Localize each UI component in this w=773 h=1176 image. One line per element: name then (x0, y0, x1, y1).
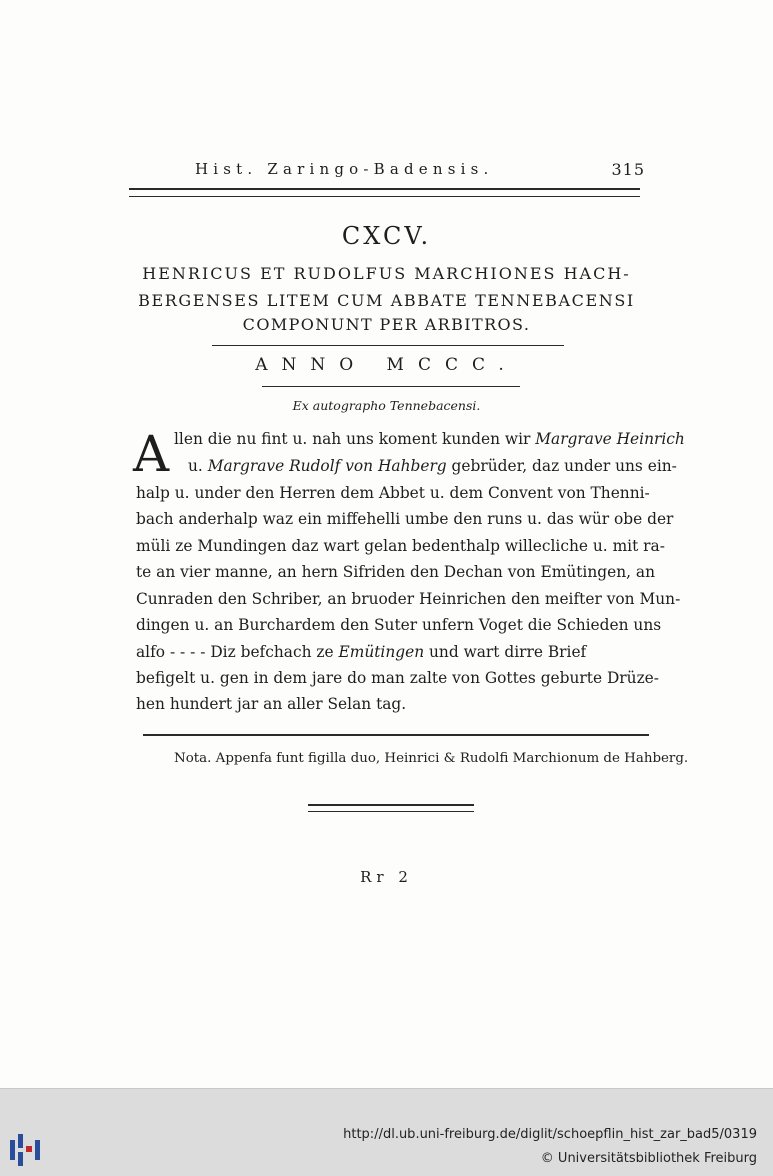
page-number: 315 (611, 160, 645, 179)
body-text-span: llen die nu fint u. nah uns koment kunden wir (174, 430, 536, 448)
body-line: befigelt u. gen in dem jare do man zalte von Gottes geburte Drüze- (136, 669, 659, 687)
source-note: Ex autographo Tennebacensi. (292, 398, 481, 413)
chapter-number: CXCV. (341, 222, 432, 250)
heading-line-1: HENRICUS ET RUDOLFUS MARCHIONES HACH- (142, 264, 631, 283)
heading-line-2: BERGENSES LITEM CUM ABBATE TENNEBACENSI (138, 291, 635, 310)
nota-line: Nota. Appenfa funt figilla duo, Heinrici & Rudolfi Marchionum de Hahberg. (174, 751, 689, 766)
body-line: bach anderhalp waz ein miffehelli umbe den runs u. das wür obe der (136, 510, 674, 528)
library-logo-icon[interactable] (8, 1128, 44, 1170)
body-text-span: u. (188, 457, 208, 475)
body-line (174, 430, 685, 456)
drop-cap-initial: A (133, 425, 170, 483)
body-line: müli ze Mundingen daz wart gelan bedenthalp willecliche u. mit ra- (136, 537, 665, 555)
body-line (188, 457, 677, 483)
body-text-span: alfo - - - - Diz befchach ze (136, 643, 339, 661)
copyright-text: © Universitätsbibliothek Freiburg (540, 1151, 757, 1166)
body-end-rule (143, 734, 649, 736)
body-line (136, 643, 586, 669)
heading-rule (212, 345, 564, 346)
heading-line-3: COMPONUNT PER ARBITROS. (242, 315, 531, 334)
running-head-title: Hist. Zaringo-Badensis. (195, 160, 494, 178)
body-italic-span: Margrave Rudolf von Hahberg (207, 457, 447, 475)
body-text-span: und wart dirre Brief (424, 643, 587, 661)
running-head (195, 160, 645, 184)
year-rule (262, 386, 520, 387)
body-line: te an vier manne, an hern Sifriden den Dechan von Emütingen, an (136, 563, 655, 581)
body-line: dingen u. an Burchardem den Suter unfern Voget die Schieden uns (136, 616, 662, 634)
signature-mark: Rr 2 (360, 868, 413, 886)
source-url-link[interactable]: http://dl.ub.uni-freiburg.de/diglit/schoepflin_hist_zar_bad5/0319 (343, 1127, 757, 1142)
year-heading: ANNO MCCC. (255, 355, 518, 375)
body-line: Cunraden den Schriber, an bruoder Heinrichen den meifter von Mun- (136, 590, 681, 608)
header-rule (129, 188, 640, 197)
body-text-span: gebrüder, daz under uns ein- (446, 457, 677, 475)
viewer-footer (0, 1088, 773, 1176)
body-line: hen hundert jar an aller Selan tag. (136, 695, 407, 713)
body-italic-span: Emütingen (338, 643, 425, 661)
body-italic-span: Margrave Heinrich (535, 430, 685, 448)
body-text (136, 430, 685, 720)
body-line: halp u. under den Herren dem Abbet u. dem Convent von Thenni- (136, 484, 650, 502)
closing-rule (308, 804, 474, 812)
